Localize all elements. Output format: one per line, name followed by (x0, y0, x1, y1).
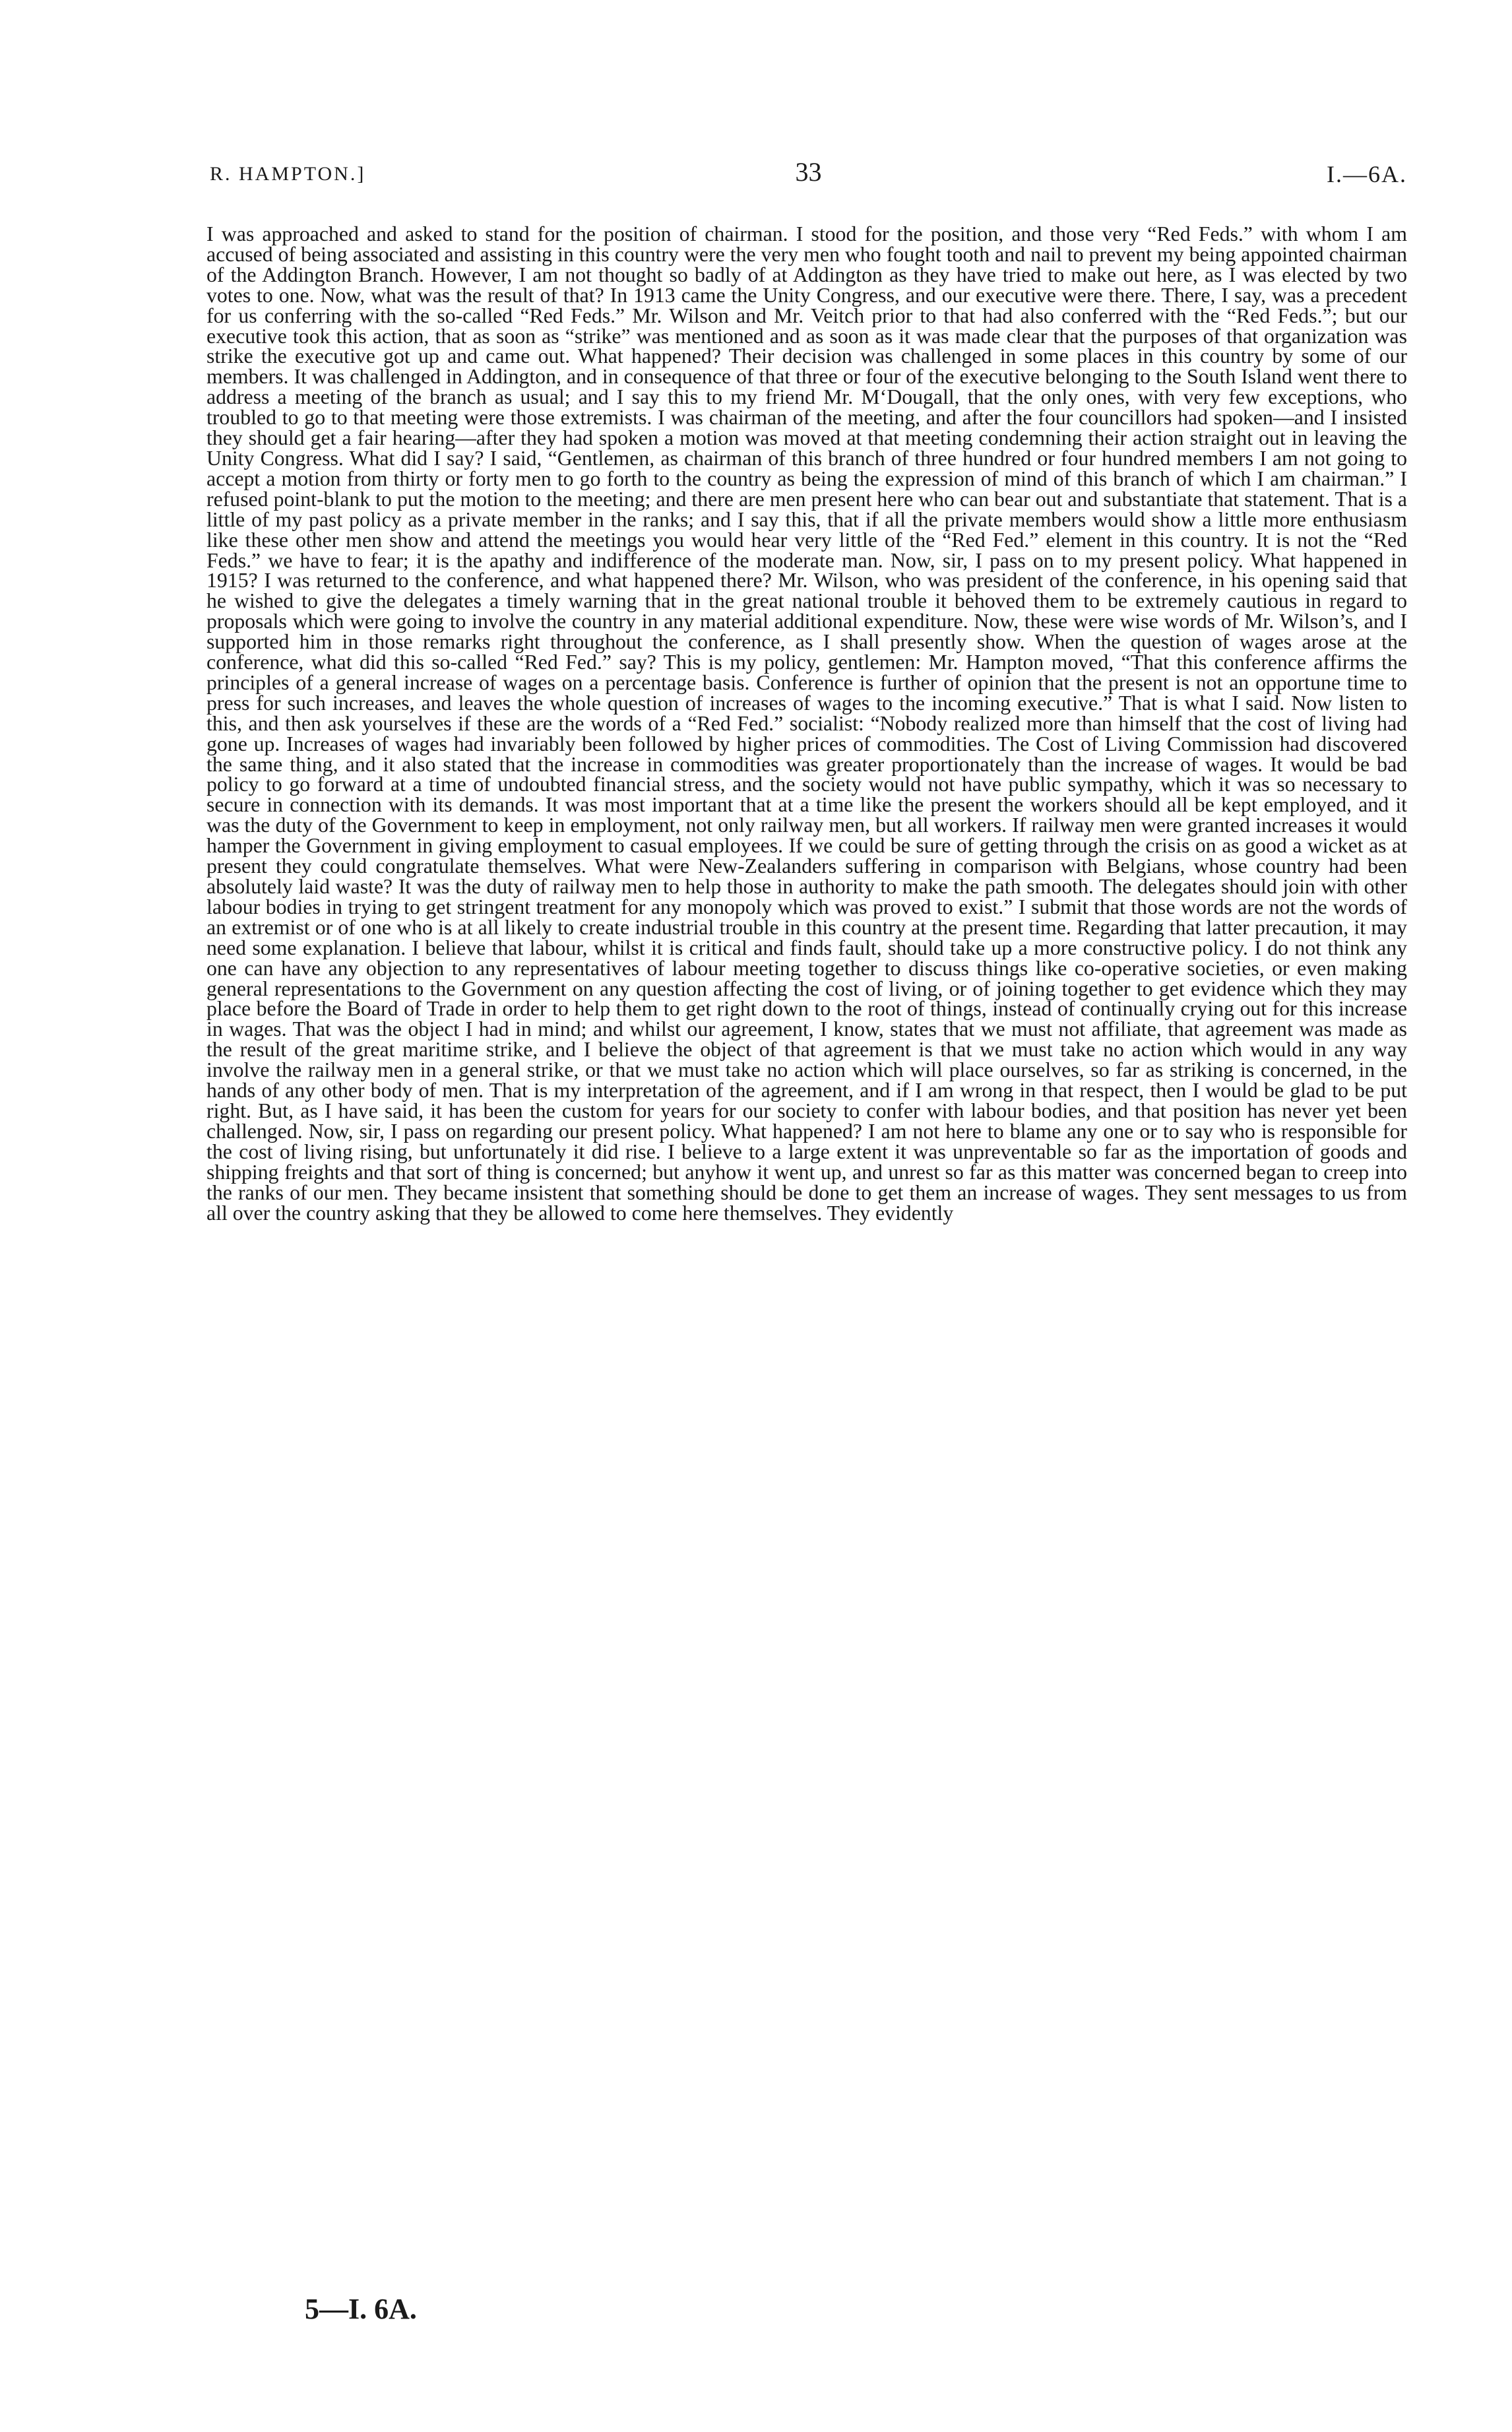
page-header (210, 156, 1407, 196)
paper-reference: I.—6A. (1327, 161, 1407, 187)
signature-mark: 5—I. 6A. (305, 2293, 417, 2325)
evidence-paragraph: I was approached and asked to stand for the position of chairman. I stood for the position, and those very “Red Feds.” with whom I am accused of being associated and assisting in this country were the very men who fought tooth and nail to prevent my being appointed chairman of the Addington Branch. However, I am not thought so badly of at Addington as they have tried to make out here, as I was elected by two votes to one. Now, what was the result of that? In 1913 came the Unity Congress, and our executive were there. There, I say, was a precedent for us conferring with the so-called “Red Feds.” Mr. Wilson and Mr. Veitch prior to that had also conferred with the “Red Feds.”; but our executive took this action, that as soon as “strike” was mentioned and as soon as it was made clear that the purposes of that organization was strike the executive got up and came out. What happened? Their decision was challenged in some places in this country by some of our members. It was challenged in Addington, and in consequence of that three or four of the executive belonging to the South Island went there to address a meeting of the branch as usual; and I say this to my friend Mr. M‘Dougall, that the only ones, with very few exceptions, who troubled to go to that meeting were those extremists. I was chairman of the meeting, and after the four councillors had spoken—and I insisted they should get a fair hearing—after they had spoken a motion was moved at that meeting condemning their action straight out in leaving the Unity Congress. What did I say? I said, “Gentlemen, as chairman of this branch of three hundred or four hundred members I am not going to accept a motion from thirty or forty men to go forth to the country as being the expression of mind of this branch of which I am chairman.” I refused point-blank to put the motion to the meeting; and there are men present here who can bear out and substantiate that statement. That is a little of my past policy as a private member in the ranks; and I say this, that if all the private members would show a little more enthusiasm like these other men show and attend the meetings you would hear very little of the “Red Fed.” element in this country. It is not the “Red Feds.” we have to fear; it is the apathy and indifference of the moderate man. Now, sir, I pass on to my present policy. What happened in 1915? I was returned to the conference, and what happened there? Mr. Wilson, who was president of the conference, in his opening said that he wished to give the delegates a timely warning that in the great national trouble it behoved them to be extremely cautious in regard to proposals which were going to involve the country in any material additional expenditure. Now, these were wise words of Mr. Wilson’s, and I supported him in those remarks right throughout the conference, as I shall presently show. When the question of wages arose at the conference, what did this so-called “Red Fed.” say? This is my policy, gentlemen: Mr. Hampton moved, “That this conference affirms the principles of a general increase of wages on a percentage basis. Conference is further of opinion that the present is not an opportune time to press for such increases, and leaves the whole question of increases of wages to the incoming executive.” That is what I said. Now listen to this, and then ask yourselves if these are the words of a “Red Fed.” socialist: “Nobody realized more than himself that the cost of living had gone up. Increases of wages had invariably been followed by higher prices of commodities. The Cost of Living Commission had discovered the same thing, and it also stated that the increase in commodities was greater proportionately than the increase of wages. It would be bad policy to go forward at a time of undoubted financial stress, and the society would not have public sympathy, which it was so necessary to secure in connection with its demands. It was most important that at a time like the present the workers should all be kept employed, and it was the duty of the Government to keep in employment, not only railway men, but all workers. If railway men were granted increases it would hamper the Government in giving employment to casual employees. If we could be sure of getting through the crisis on as good a wicket as at present they could congratulate themselves. What were New-Zealanders suffering in comparison with Belgians, whose country had been absolutely laid waste? It was the duty of railway men to help those in authority to make the path smooth. The delegates should join with other labour bodies in trying to get stringent treatment for any monopoly which was proved to exist.” I submit that those words are not the words of an extremist or of one who is at all likely to create industrial trouble in this country at the present time. Regarding that latter precaution, it may need some explanation. I believe that labour, whilst it is critical and finds fault, should take up a more constructive policy. I do not think any one can have any objection to any representatives of labour meeting together to discuss things like co-operative societies, or even making general representations to the Government on any question affecting the cost of living, or of joining together to get evidence which they may place before the Board of Trade in order to help them to get right down to the root of things, instead of continually crying out for this increase in wages. That was the object I had in mind; and whilst our agreement, I know, states that we must not affiliate, that agreement was made as the result of the great maritime strike, and I believe the object of that agreement is that we must take no action which would in any way involve the railway men in a general strike, or that we must take no action which will place ourselves, so far as striking is concerned, in the hands of any other body of men. That is my interpretation of the agreement, and if I am wrong in that respect, then I would be glad to be put right. But, as I have said, it has been the custom for years for our society to confer with labour bodies, and that position has never yet been challenged. Now, sir, I pass on regarding our present policy. What happened? I am not here to blame any one or to say who is responsible for the cost of living rising, but unfortunately it did rise. I believe to a large extent it was unpreventable so far as the importation of goods and shipping freights and that sort of thing is concerned; but anyhow it went up, and unrest so far as this matter was concerned began to creep into the ranks of our men. They became insistent that something should be done to get them an increase of wages. They sent messages to us from all over the country asking that they be allowed to come here themselves. They evidently (206, 222, 1407, 1225)
witness-name: R. HAMPTON.] (210, 163, 366, 185)
page-number: 33 (795, 157, 822, 187)
